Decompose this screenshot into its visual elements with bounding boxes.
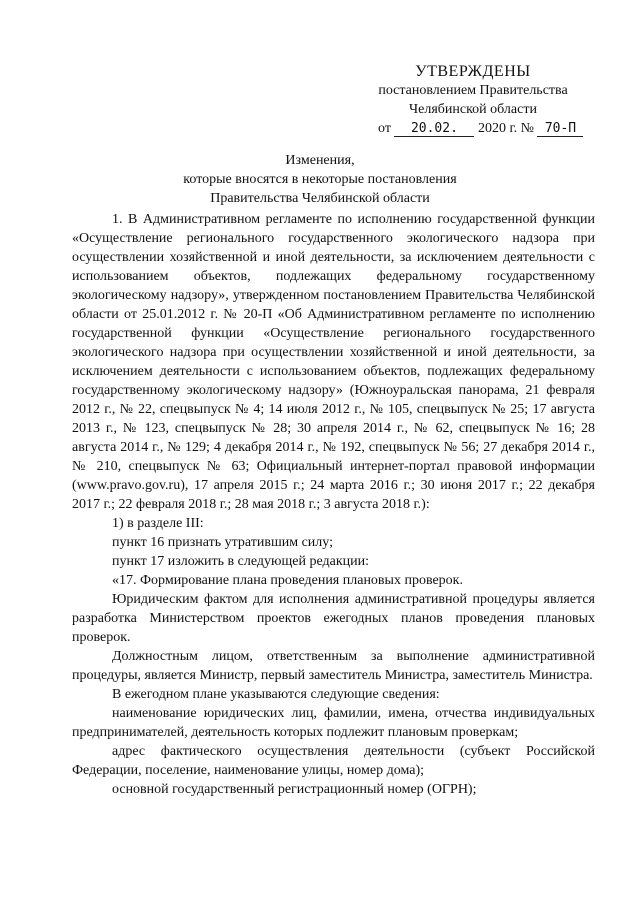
from-label: от	[378, 121, 391, 136]
paragraph: пункт 17 изложить в следующей редакции:	[112, 554, 369, 569]
approval-year: 2020 г. №	[477, 121, 534, 136]
heading-line-3: Правительства Челябинской области	[210, 191, 430, 206]
heading-line-1: Изменения,	[285, 153, 355, 168]
paragraph: «17. Формирование плана проведения плановых проверок.	[112, 573, 463, 588]
heading-line-2: которые вносятся в некоторые постановления	[183, 172, 457, 187]
paragraph: Юридическим фактом для исполнения административной процедуры является разработка Министерством проектов ежегодных планов проведения плановых проверок.	[72, 592, 595, 645]
approval-stamp	[348, 62, 598, 138]
paragraph: пункт 16 признать утратившим силу;	[112, 535, 333, 550]
document-body	[72, 210, 595, 799]
approval-number: 70-П	[537, 122, 583, 137]
paragraph: наименование юридических лиц, фамилии, имена, отчества индивидуальных предпринимателей, деятельность которых подлежит плановым проверкам;	[72, 706, 595, 740]
paragraph: Должностным лицом, ответственным за выполнение административной процедуры, является Министр, первый заместитель Министра, заместитель Министра.	[72, 649, 595, 683]
document-heading	[0, 151, 640, 208]
paragraph: 1. В Административном регламенте по исполнению государственной функции «Осуществление регионального государственного экологического надзора при осуществлении хозяйственной и иной деятельности, за исключением деятельности с использованием объектов, подлежащих федеральному государственному экологическому надзору», утвержденном постановлением Правительства Челябинской области от 25.01.2012 г. № 20-П «Об Административном регламенте по исполнению государственной функции «Осуществление регионального государственного экологического надзора при осуществлении хозяйственной и иной деятельности, за исключением деятельности с использованием объектов, подлежащих федеральному государственному экологическому надзору» (Южноуральская панорама, 21 февраля 2012 г., № 22, спецвыпуск № 4; 14 июля 2012 г., № 105, спецвыпуск № 25; 17 августа 2013 г., № 123, спецвыпуск № 28; 30 апреля 2014 г., № 62, спецвыпуск № 16; 28 августа 2014 г., № 129; 4 декабря 2014 г., № 192, спецвыпуск № 56; 27 декабря 2014 г., № 210, спецвыпуск № 63; Официальный интернет-портал правовой информации (www.pravo.gov.ru), 17 апреля 2015 г.; 24 марта 2016 г.; 30 июня 2017 г.; 22 декабря 2017 г.; 22 февраля 2018 г.; 28 мая 2018 г.; 3 августа 2018 г.):	[72, 212, 595, 512]
paragraph: 1) в разделе III:	[112, 516, 204, 531]
paragraph: В ежегодном плане указываются следующие сведения:	[112, 687, 440, 702]
approval-date: 20.02.	[394, 122, 474, 137]
approval-line-1: постановлением Правительства	[378, 83, 568, 98]
approval-date-row	[348, 119, 598, 138]
approval-line-2: Челябинской области	[409, 102, 537, 117]
paragraph: основной государственный регистрационный номер (ОГРН);	[112, 782, 477, 797]
paragraph: адрес фактического осуществления деятельности (субъект Российской Федерации, поселение, наименование улицы, номер дома);	[72, 744, 595, 778]
approval-title: УТВЕРЖДЕНЫ	[415, 63, 531, 80]
